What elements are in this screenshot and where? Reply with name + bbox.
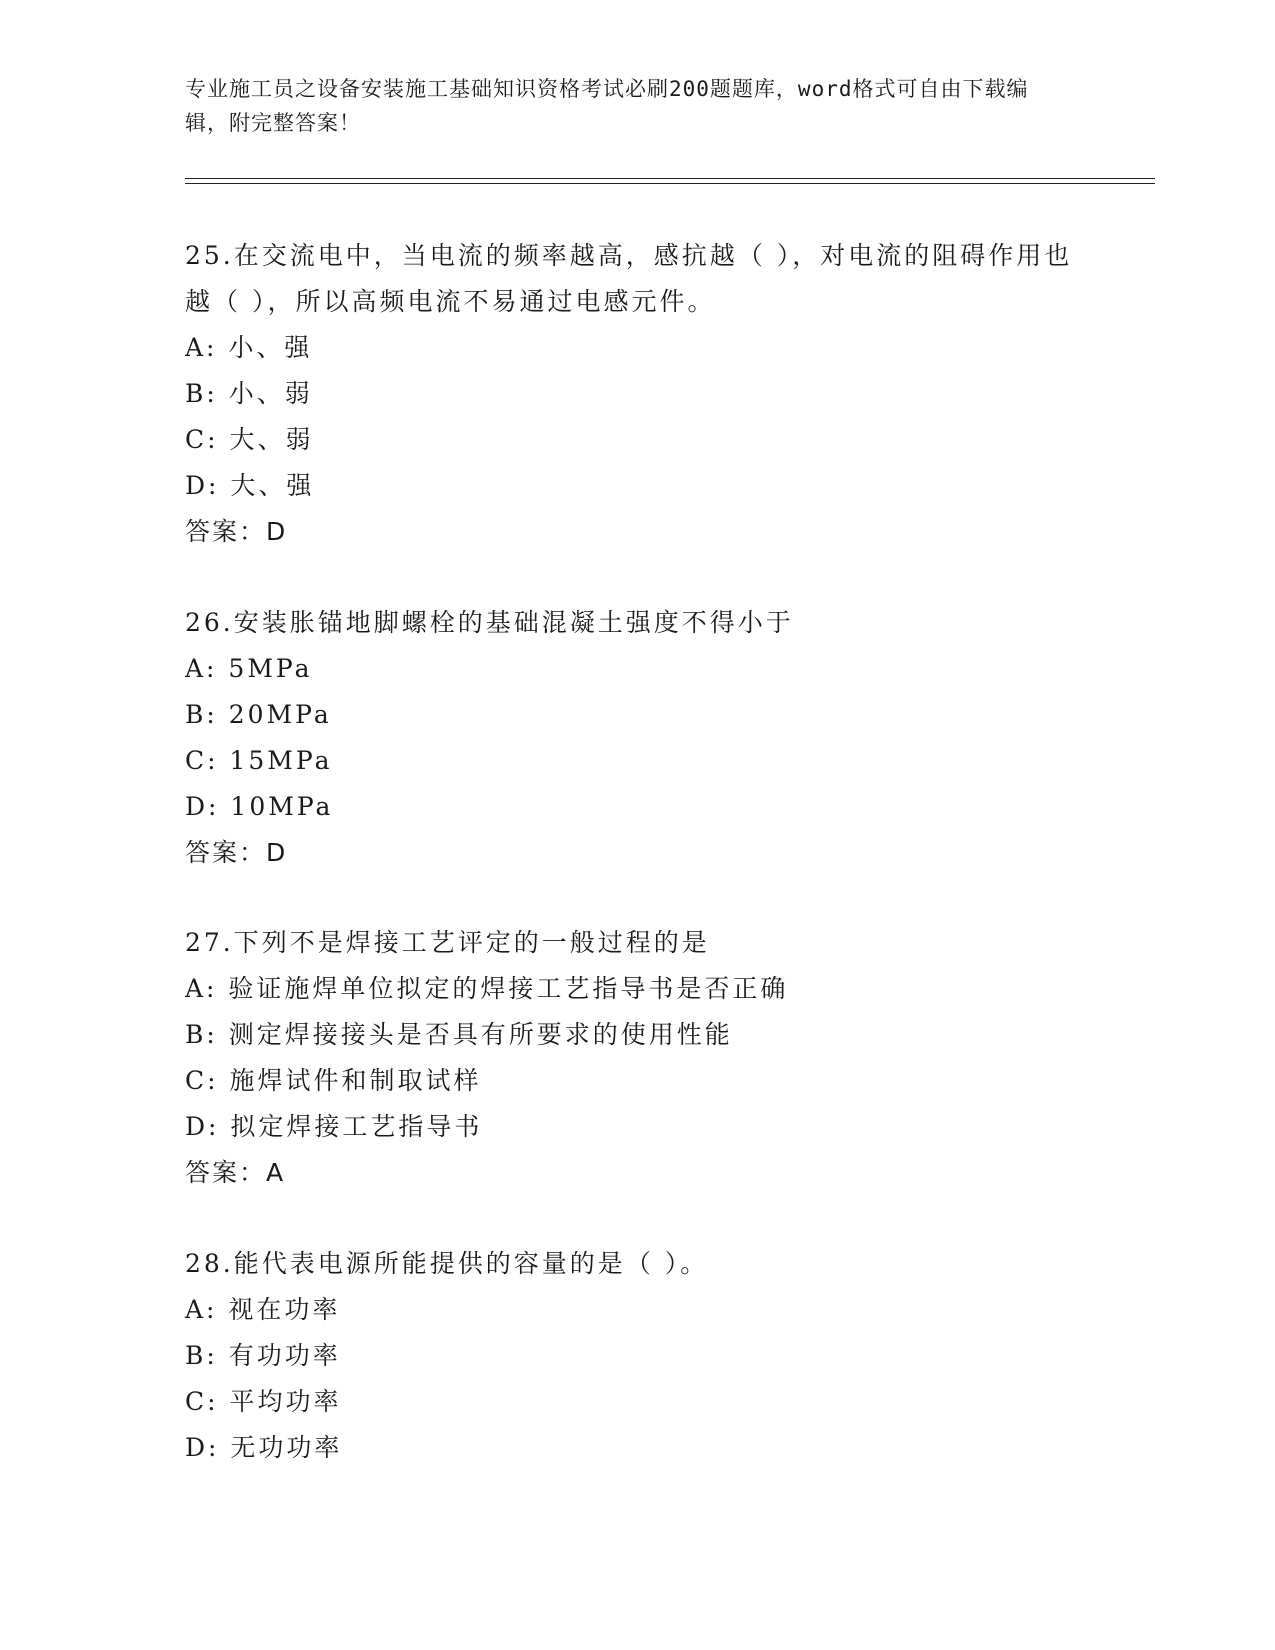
- answer-line: 答案：D: [185, 838, 288, 867]
- option-d: D: 10MPa: [185, 792, 334, 821]
- option-b: B: 20MPa: [185, 700, 332, 729]
- question-stem: 28.能代表电源所能提供的容量的是（ ）。: [185, 1249, 709, 1278]
- option-b: B: 小、弱: [185, 379, 313, 408]
- document-header: 专业施工员之设备安装施工基础知识资格考试必刷200题题库，word格式可自由下载编辑，附完整答案！: [185, 77, 1029, 135]
- header-divider-bottom: [185, 183, 1155, 184]
- question-stem: 26.安装胀锚地脚螺栓的基础混凝土强度不得小于: [185, 608, 794, 637]
- option-a: A: 小、强: [185, 333, 313, 362]
- option-c: C: 15MPa: [185, 746, 333, 775]
- option-b: B: 测定焊接接头是否具有所要求的使用性能: [185, 1020, 733, 1049]
- option-d: D: 拟定焊接工艺指导书: [185, 1112, 483, 1141]
- header-divider-top: [185, 178, 1155, 179]
- answer-line: 答案：D: [185, 517, 288, 546]
- option-c: C: 施焊试件和制取试样: [185, 1066, 482, 1095]
- question-stem: 27.下列不是焊接工艺评定的一般过程的是: [185, 928, 710, 957]
- question-stem: 25.在交流电中，当电流的频率越高，感抗越（ ），对电流的阻碍作用也越（ ），所以高频电流不易通过电感元件。: [185, 241, 1073, 316]
- option-d: D: 无功功率: [185, 1433, 343, 1462]
- question-27: [185, 920, 1075, 1196]
- option-d: D: 大、强: [185, 471, 315, 500]
- answer-line: 答案：A: [185, 1158, 286, 1187]
- option-a: A: 视在功率: [185, 1295, 341, 1324]
- option-c: C: 平均功率: [185, 1387, 342, 1416]
- option-a: A: 5MPa: [185, 654, 313, 683]
- option-a: A: 验证施焊单位拟定的焊接工艺指导书是否正确: [185, 974, 789, 1003]
- option-b: B: 有功功率: [185, 1341, 341, 1370]
- question-28: [185, 1241, 1075, 1471]
- option-c: C: 大、弱: [185, 425, 314, 454]
- question-25: [185, 233, 1075, 555]
- question-26: [185, 600, 1075, 876]
